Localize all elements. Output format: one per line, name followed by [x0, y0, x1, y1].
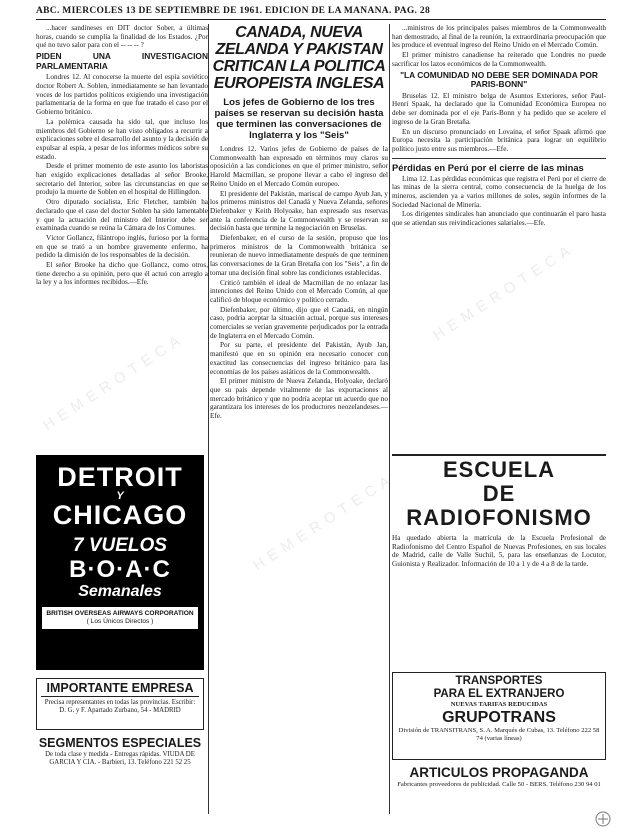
headline-deck: Los jefes de Gobierno de los tres países se reservan su decisión hasta que terminen las conversaciones de Inglaterra y los "Seis"	[214, 97, 384, 141]
ad-empresa-body: Precisa representantes en todas las provincias. Escribir: D. G. y F. Apartado Zurbano, 54 - MADRID	[44, 699, 196, 714]
ad-transportes-t4: GRUPOTRANS	[442, 709, 556, 726]
article-paragraph: Diefenbaker, por último, dijo que el Canadá, en ningún caso, podría aceptar la situación actual, porque sus intereses comerciales se verían gravemente perjudicados por la entrada de Inglaterra en el Mercado Común.	[210, 305, 388, 340]
corner-mark-icon	[592, 808, 614, 830]
ad-escuela-radiofonismo	[392, 450, 606, 569]
article-paragraph: En un discurso pronunciado en Lovaina, el señor Spaak afirmó que Europa necesita la participación británica para lograr un equilibrio político justo entre sus miembros.—Efe.	[392, 127, 606, 153]
ad-empresa-title: IMPORTANTE EMPRESA	[41, 681, 199, 697]
ad-semanales: Semanales	[78, 583, 162, 600]
ad-transportes-t1: TRANSPORTES	[455, 675, 543, 687]
article-paragraph: Bruselas 12. El ministro belga de Asuntos Exteriores, señor Paul-Henri Spaak, ha declarado que la Comunidad Económica Europea no debe ser dominada por el eje París-Bonn y ha pedido que se acelere el ingreso de la Gran Bretaña.	[392, 91, 606, 126]
ad-articulos-propaganda	[392, 765, 606, 789]
article-paragraph: Por su parte, el presidente del Pakistán, Ayub Jan, manifestó que en su opinión era necesario conocer con exactitud las consecuencias del ingreso británico para las economías de los países asiáticos de la Commonwealth.	[210, 341, 388, 376]
headline-commonwealth: CANADA, NUEVA ZELANDA Y PAKISTAN CRITICAN LA POLITICA EUROPEISTA INGLESA	[212, 24, 386, 92]
ad-articulos-body: Fabricantes proveedores de publicidad. Calle 50 - BERS. Teléfono 230 94 01	[397, 781, 601, 788]
ad-transportes	[392, 672, 606, 760]
ad-company-box	[42, 607, 198, 629]
article-paragraph: El primer ministro de Nueva Zelanda, Holyoake, declaró que su país depende vitalmente de las exportaciones al mercado británico y que no podría aceptar un acuerdo que no garantizara los intereses de los productores neozelandeses.—Efe.	[210, 377, 388, 421]
article-paragraph: Desde el primer momento de este asunto los laboristas han exigido explicaciones detalladas al señor Brooke, secretario del Interior, sobre las circunstancias en que se produjo la muerte de Soblen en el hospital de Hillingdon.	[36, 162, 208, 197]
article-paragraph: El señor Brooke ha dicho que Gollancz, como otros, tiene derecho a su opinión, pero que él actuó con arreglo a la ley y a los informes recibidos.—Efe.	[36, 261, 208, 287]
ad-boac: B·O·A·C	[69, 556, 171, 583]
ad-transportes-body: División de TRANSITRANS, S. A. Marqués de Cubas, 13. Teléfono 222 58 74 (varias líneas)	[398, 727, 600, 742]
ad-segmentos-title: SEGMENTOS ESPECIALES	[38, 736, 202, 750]
watermark: HEMEROTECA	[430, 239, 579, 345]
article-right	[392, 24, 606, 228]
article-paragraph: Criticó también el ideal de Macmillan de no enlazar las intenciones del Reino Unido con el Mercado Común, al que calificó de bloque económico y político cerrado.	[210, 278, 388, 304]
subheading-comunidad: "LA COMUNIDAD NO DEBE SER DOMINADA POR PARIS-BONN"	[400, 69, 598, 90]
article-paragraph: Otro diputado socialista, Eric Fletcher, también ha declarado que el caso del doctor Soblen ha sido lamentable y que la actuación del ministro del Interior debe ser examinada cuando se reúna la Cámara de los Comunes.	[36, 198, 208, 233]
column-left	[36, 24, 208, 450]
article-paragraph: El primer ministro canadiense ha reiterado que Londres no puede sacrificar los lazos económicos de la Commonwealth.	[392, 51, 606, 68]
ad-boac-detroit-chicago	[36, 455, 204, 670]
ad-importante-empresa	[36, 678, 204, 730]
article-soblen	[36, 24, 208, 287]
column-rule-1	[208, 24, 209, 814]
subheading-peru: Pérdidas en Perú por el cierre de las minas	[392, 158, 606, 173]
article-paragraph: Londres 12. Varios jefes de Gobierno de países de la Commonwealth han expresado en términos muy claros su oposición a las condiciones en que el primer ministro, señor Harold Macmillan, se propone llevar a cabo el ingreso del Reino Unido en el Mercado Común europeo.	[210, 145, 388, 188]
ad-escuela-title1: ESCUELA	[442, 457, 556, 482]
column-right	[392, 24, 606, 444]
ad-transportes-t2: PARA EL EXTRANJERO	[433, 688, 565, 700]
ad-escuela-body: Ha quedado abierta la matrícula de la Escuela Profesional de Radiofonismo del Centro Español de Nuevas Profesiones, en sus locales de Madrid, calle de Valle Suchil, 5, para las enseñanzas de Locutor, Guionista y Realizador. Información de 10 a 1 y de 4 a 8 de la tarde.	[392, 534, 606, 569]
subheading-investigacion: PIDEN UNA INVESTIGACION PARLAMENTARIA	[36, 51, 208, 71]
ad-detroit: DETROIT	[57, 462, 183, 492]
watermark: HEMEROTECA	[250, 469, 399, 575]
ad-segmentos-body: De toda clase y medida - Entregas rápidas. VIUDA DE GARCIA Y CIA. - Barbieri, 13. Teléfono 221 52 25	[45, 751, 195, 766]
ad-y: Y	[116, 490, 124, 502]
ad-transportes-t3: NUEVAS TARIFAS REDUCIDAS	[450, 701, 548, 708]
article-paragraph: Víctor Gollancz, filántropo inglés, furioso por la forma en que se trató a un hombre gravemente enfermo, ha pedido la dimisión de los responsables de la decisión.	[36, 233, 208, 260]
article-paragraph: ...ministros de los principales países miembros de la Commonwealth han demostrado, al final de la reunión, la extraordinaria preocupación que les produce el eventual ingreso del Reino Unido en el Mercado Común.	[392, 24, 606, 50]
ad-articulos-title: ARTICULOS PROPAGANDA	[409, 765, 589, 780]
article-paragraph: Lima 12. Las pérdidas económicas que registra el Perú por el cierre de las minas de la sierra central, como consecuencia de la huelga de los mineros, ascienden ya a varios millones de soles, según informes de la Sociedad Nacional de Minería.	[392, 174, 606, 209]
article-paragraph: Diefenbaker, en el curso de la sesión, propuso que los primeros ministros de la Commonwealth británica se reunieran de nuevo inmediatamente después de que terminen las conversaciones de la Gran Bretaña con los "Seis", a fin de tomar una decisión final sobre las condiciones establecidas.	[210, 234, 388, 277]
ad-escuela-title2: DE RADIOFONISMO	[406, 481, 592, 530]
ad-company: BRITISH OVERSEAS AIRWAYS CORPORATION	[46, 610, 194, 617]
column-center	[210, 24, 388, 814]
watermark: HEMEROTECA	[40, 329, 189, 435]
ad-segmentos	[36, 736, 204, 792]
ad-note: ( Los Únicos Directos )	[86, 618, 154, 625]
article-paragraph: El presidente del Pakistán, mariscal de campo Ayub Jan, y los primeros ministros del Canadá y Nueva Zelanda, señores Diefenbaker y Keith Holyoake, han expresado sus reservas ante la conferencia de la Commonwealth y se reservan su decisión hasta que termine la negociación en Bruselas.	[210, 189, 388, 233]
article-paragraph: Los dirigentes sindicales han anunciado que continuarán el paro hasta que se atiendan sus reivindicaciones salariales.—Efe.	[392, 210, 606, 228]
ad-vuelos: 7 VUELOS	[73, 535, 167, 556]
divider	[392, 454, 606, 456]
article-intro: ...hacer sandíneses en DIT doctor Sober, a últimas horas, cuando se cumplía la finalidad de los Estados. ¿Por qué no tuvo salor para con el -- -- -- ?	[36, 24, 208, 50]
page-header: ABC. MIERCOLES 13 DE SEPTIEMBRE DE 1961. EDICION DE LA MAÑANA. PAG. 28	[36, 6, 606, 20]
ad-chicago: CHICAGO	[52, 500, 188, 530]
article-paragraph: La polémica causada ha sido tal, que incluso los miembros del Gobierno se han visto obligados a recurrir a explicaciones sobre el desarrollo del asunto y la decisión de expulsar al espía, a pesar de los informes médicos sobre su estado.	[36, 117, 208, 161]
column-rule-2	[389, 24, 390, 814]
article-paragraph: Londres 12. Al conocerse la muerte del espía soviético doctor Robert A. Soblen, inmediatamente se han levantado voces de los partidos políticos exigiendo una investigación parlamentaria de la forma en que fue tratado el caso por el Gobierno británico.	[36, 73, 208, 117]
article-commonwealth	[210, 145, 388, 421]
